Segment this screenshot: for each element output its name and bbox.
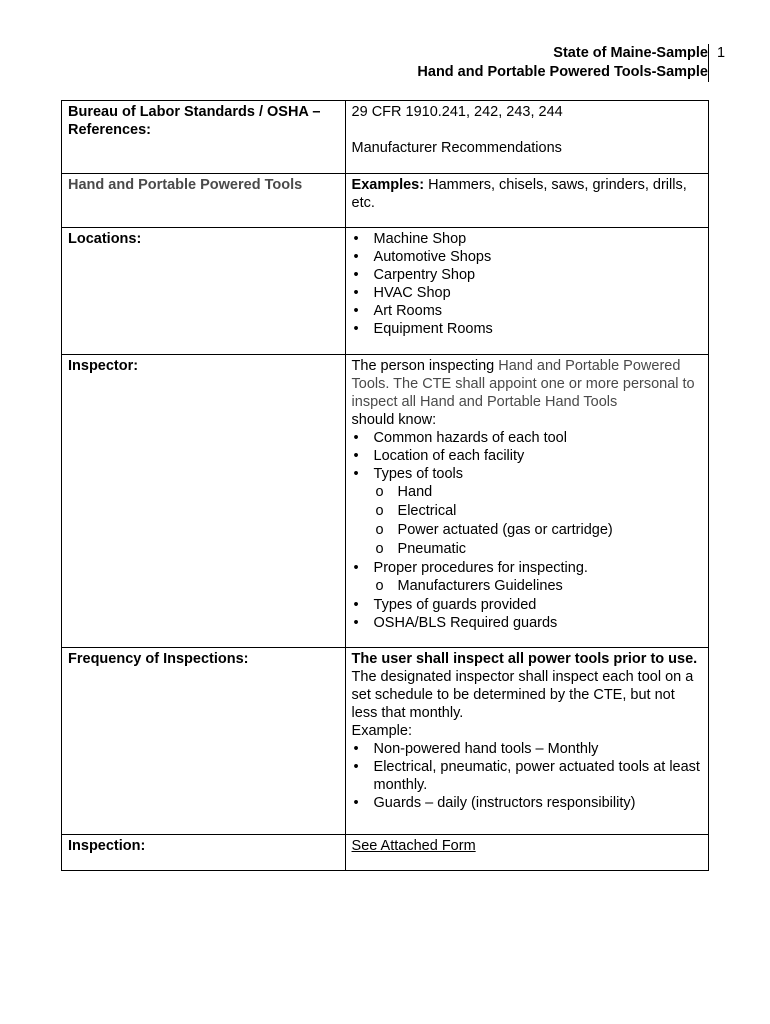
- tool-types-list: [352, 483, 702, 559]
- list-item-text: Types of tools: [373, 466, 463, 482]
- frequency-list: [352, 740, 702, 812]
- list-item-text: Proper procedures for inspecting.: [373, 560, 588, 576]
- list-item: • Equipment Rooms: [352, 320, 702, 338]
- locations-label: Locations:: [62, 228, 346, 355]
- table-row-inspection: [62, 835, 709, 871]
- references-label: Bureau of Labor Standards / OSHA – References:: [62, 101, 346, 174]
- list-item: [352, 559, 702, 596]
- list-item: • Types of guards provided: [352, 596, 702, 614]
- header-title: State of Maine-Sample: [553, 45, 708, 61]
- cfr-reference: 29 CFR 1910.241, 242, 243, 244: [351, 104, 563, 120]
- frequency-cell: [345, 648, 708, 835]
- frequency-bold-text: The user shall inspect all power tools prior to use.: [351, 651, 698, 667]
- tools-label: Hand and Portable Powered Tools: [62, 174, 346, 228]
- list-item: [352, 465, 702, 559]
- sub-list-item: o Pneumatic: [374, 540, 702, 559]
- inspector-cell: [345, 355, 708, 648]
- frequency-text: The designated inspector shall inspect each tool on a set schedule to be determined by the CTE, but not less that monthly.: [351, 669, 694, 721]
- examples-label: Examples:: [351, 177, 425, 193]
- locations-list: [352, 230, 702, 338]
- inspector-intro-a: The person inspecting: [351, 358, 499, 374]
- examples-text: Hammers, chisels, saws, grinders, drills, etc.: [351, 177, 687, 211]
- list-item: • Art Rooms: [352, 302, 702, 320]
- page-header: [417, 44, 708, 82]
- sub-list-item: o Manufacturers Guidelines: [374, 577, 702, 596]
- sub-list-item: o Power actuated (gas or cartridge): [374, 521, 702, 540]
- list-item: • HVAC Shop: [352, 284, 702, 302]
- sub-list-item: o Electrical: [374, 502, 702, 521]
- table-row-frequency: [62, 648, 709, 835]
- inspector-label: Inspector:: [62, 355, 346, 648]
- list-item: • OSHA/BLS Required guards: [352, 614, 702, 632]
- inspector-list: [352, 429, 702, 632]
- table-row-inspector: [62, 355, 709, 648]
- list-item: • Common hazards of each tool: [352, 429, 702, 447]
- list-item: • Non-powered hand tools – Monthly: [352, 740, 702, 758]
- list-item: • Location of each facility: [352, 447, 702, 465]
- list-item: • Guards – daily (instructors responsibility): [352, 794, 702, 812]
- page-number: 1: [708, 44, 725, 82]
- table-row-references: [62, 101, 709, 174]
- list-item: • Electrical, pneumatic, power actuated tools at least monthly.: [352, 758, 702, 794]
- table-row-tools: [62, 174, 709, 228]
- list-item: • Carpentry Shop: [352, 266, 702, 284]
- example-label: Example:: [351, 723, 412, 739]
- inspector-intro-b: Hand and Portable Powered Tools. The CTE shall appoint one or more personal to inspect all Hand and Portable Hand Tools: [351, 358, 695, 410]
- inspector-intro-c: should know:: [351, 412, 437, 428]
- references-cell: [345, 101, 708, 174]
- table-row-locations: [62, 228, 709, 355]
- manufacturer-reference: Manufacturer Recommendations: [351, 140, 562, 156]
- sub-list-item: o Hand: [374, 483, 702, 502]
- procedures-list: [352, 577, 702, 596]
- locations-cell: [345, 228, 708, 355]
- list-item: • Machine Shop: [352, 230, 702, 248]
- examples-cell: [345, 174, 708, 228]
- attached-form-link[interactable]: See Attached Form: [351, 838, 476, 854]
- inspector-intro: [352, 357, 702, 411]
- header-subtitle: Hand and Portable Powered Tools-Sample: [417, 64, 708, 80]
- list-item: • Automotive Shops: [352, 248, 702, 266]
- inspection-cell: [345, 835, 708, 871]
- inspection-label: Inspection:: [62, 835, 346, 871]
- inspection-table: [61, 100, 709, 871]
- frequency-label: Frequency of Inspections:: [62, 648, 346, 835]
